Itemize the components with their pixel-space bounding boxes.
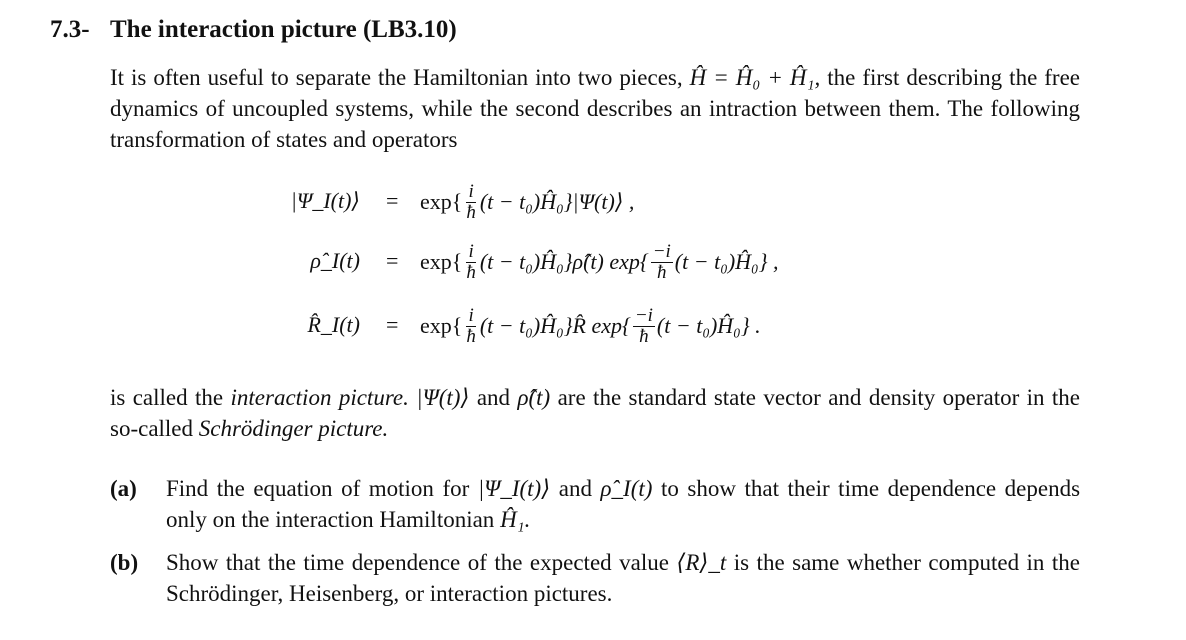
equation-3-rhs-pre: exp{ — [420, 313, 463, 338]
question-a-math-2: ρ̂_I(t) — [600, 476, 653, 501]
equation-2-rhs-post: (t − t₀)Ĥ₀} , — [674, 249, 779, 274]
after-text-a: is called the — [110, 385, 224, 410]
equation-1-rhs-pre: exp{ — [420, 189, 463, 214]
equation-3-equals: = — [386, 312, 399, 337]
after-emphasis-b: Schrödinger picture. — [198, 416, 389, 441]
equation-3 — [0, 300, 1186, 352]
equation-1-rhs — [420, 176, 634, 228]
equation-2-fraction-1 — [464, 242, 478, 283]
fraction-numerator: i — [468, 180, 474, 202]
fraction-denominator: ħ — [466, 201, 476, 223]
fraction-numerator: i — [468, 240, 474, 262]
equation-1-equals: = — [386, 188, 399, 213]
fraction-numerator: −i — [652, 240, 671, 262]
after-math-a: |Ψ(t)⟩ — [416, 385, 470, 410]
question-a-text-3: to show that their time dependence depends only on the interaction Hamiltonian — [166, 476, 1081, 532]
equation-3-rhs-mid: (t − t₀)Ĥ₀}R̂ exp{ — [479, 313, 631, 338]
fraction-numerator: −i — [634, 304, 653, 326]
fraction-denominator: ħ — [639, 325, 649, 347]
question-b-text-2: is the same whether computed in the Schrödinger, Heisenberg, or interaction pictures. — [166, 550, 1080, 606]
equation-2-equals: = — [386, 248, 399, 273]
intro-paragraph — [110, 62, 1080, 155]
question-a-text-1: Find the equation of motion for — [166, 476, 470, 501]
equation-1-lhs: |Ψ_I(t)⟩ — [290, 188, 360, 213]
after-text-c: are the standard state vector and density operator in the so-called — [110, 385, 1081, 441]
after-text-b: and — [476, 385, 511, 410]
intro-text-b: the first describing the free dynamics of uncoupled systems, while the second describes an intraction between them. The following transformation of states and operators — [110, 65, 1081, 152]
equation-2-rhs — [420, 236, 779, 288]
equation-2 — [0, 236, 1186, 288]
question-text-a — [166, 473, 1080, 535]
equation-2-rhs-mid: (t − t₀)Ĥ₀}ρ̂(t) exp{ — [479, 249, 649, 274]
question-label-b: (b) — [110, 550, 139, 575]
equation-3-fraction-1 — [464, 306, 478, 347]
equation-3-rhs-post: (t − t₀)Ĥ₀} . — [656, 313, 761, 338]
after-math-b: ρ̂(t) — [517, 385, 551, 410]
question-b-math-1: ⟨R⟩_t — [676, 550, 727, 575]
equation-2-rhs-pre: exp{ — [420, 249, 463, 274]
question-item-b — [110, 547, 1080, 609]
equation-2-lhs: ρ̂_I(t) — [310, 248, 360, 273]
intro-text-a: It is often useful to separate the Hamiltonian into two pieces, — [110, 65, 683, 90]
after-emphasis-a: interaction picture. — [230, 385, 409, 410]
definition-paragraph — [110, 382, 1080, 444]
question-text-b — [166, 547, 1080, 609]
question-label-a: (a) — [110, 476, 137, 501]
section-number: 7.3- — [50, 16, 90, 43]
question-a-math-3: Ĥ₁. — [500, 507, 531, 532]
equation-2-fraction-2 — [651, 242, 673, 283]
equation-3-lhs: R̂_I(t) — [307, 312, 360, 337]
equation-1-rhs-post: (t − t₀)Ĥ₀}|Ψ(t)⟩ , — [479, 189, 635, 214]
equation-1-fraction — [464, 182, 478, 223]
fraction-denominator: ħ — [656, 261, 667, 283]
intro-math: Ĥ = Ĥ₀ + Ĥ₁, — [689, 65, 821, 90]
fraction-denominator: ħ — [466, 261, 476, 283]
equation-3-fraction-2 — [633, 306, 655, 347]
fraction-denominator: ħ — [466, 325, 476, 347]
fraction-numerator: i — [468, 304, 474, 326]
question-item-a — [110, 473, 1080, 535]
equation-1 — [0, 176, 1186, 228]
equation-3-rhs — [420, 300, 761, 352]
section-heading — [50, 16, 457, 44]
question-b-text-1: Show that the time dependence of the expected value — [166, 550, 669, 575]
question-a-math-1: |Ψ_I(t)⟩ — [477, 476, 551, 501]
section-title: The interaction picture (LB3.10) — [110, 16, 457, 43]
question-a-text-2: and — [558, 476, 592, 501]
